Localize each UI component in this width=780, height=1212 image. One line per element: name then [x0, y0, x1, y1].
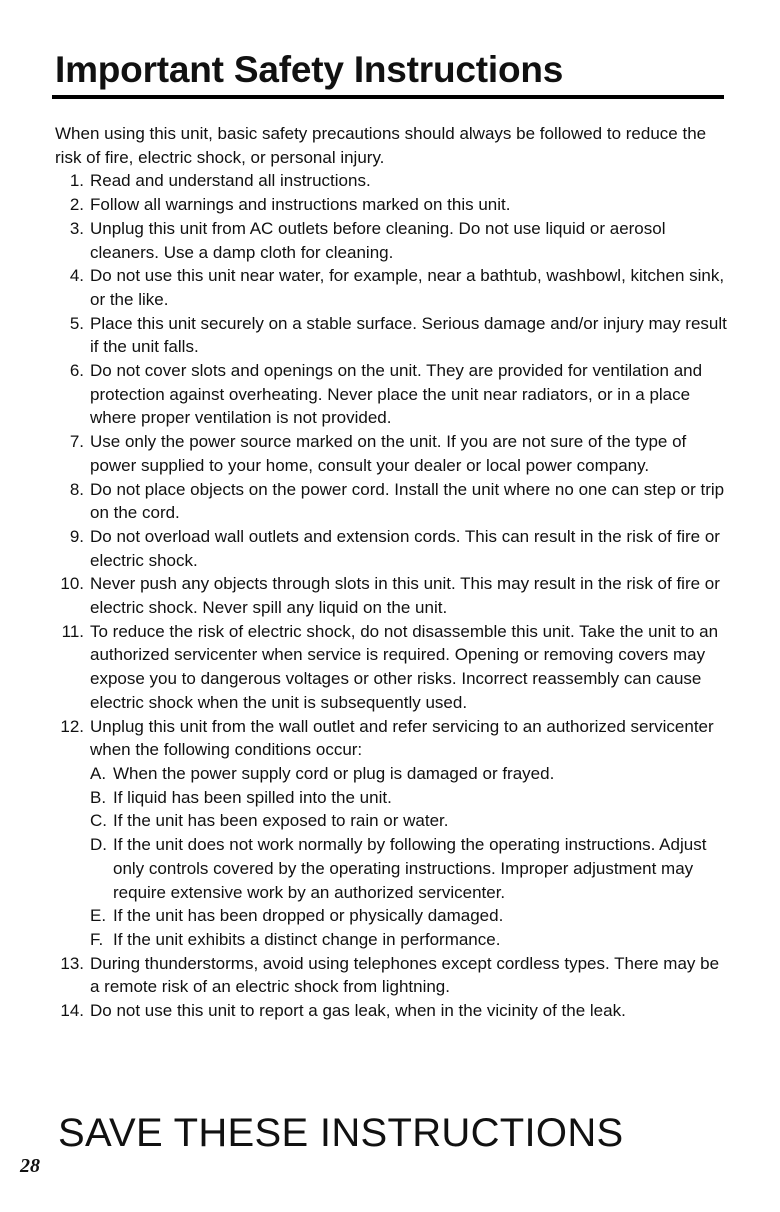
- item-number: 8.: [69, 479, 84, 499]
- item-text: Do not cover slots and openings on the unit. They are provided for ventilation and protection against overheating. Never place the unit near radiators, or in a place where proper ventilation is not provided.: [90, 361, 703, 428]
- title-underline: [52, 95, 724, 99]
- save-instructions-heading: SAVE THESE INSTRUCTIONS: [58, 1111, 624, 1155]
- list-item: [55, 169, 727, 193]
- list-item: [55, 525, 727, 572]
- item-text: During thunderstorms, avoid using telephones except cordless types. There may be a remote risk of an electric shock from lightning.: [90, 953, 720, 997]
- item-number: 2.: [69, 195, 84, 215]
- sub-item-letter: D.: [90, 835, 107, 855]
- item-text: To reduce the risk of electric shock, do not disassemble this unit. Take the unit to an authorized servicenter when service is required. Opening or removing covers may expose you to dangerous voltages or other risks. Incorrect reassembly can cause electric shock when the unit is subsequently used.: [90, 621, 719, 712]
- list-item: [55, 193, 727, 217]
- list-item: [55, 572, 727, 619]
- item-number: 7.: [69, 432, 84, 452]
- item-text: Follow all warnings and instructions marked on this unit.: [90, 195, 511, 215]
- list-item: [55, 264, 727, 311]
- item-number: 5.: [69, 313, 84, 333]
- sub-item-text: If the unit does not work normally by following the operating instructions. Adjust only controls covered by the operating instructions. Improper adjustment may require extensive work by an authorized servicenter.: [113, 835, 707, 902]
- sub-item-text: If the unit exhibits a distinct change in performance.: [113, 929, 501, 949]
- item-number: 3.: [69, 218, 84, 238]
- list-item: [55, 999, 727, 1023]
- sub-item-letter: E.: [90, 906, 107, 926]
- sub-list-item: [90, 833, 727, 904]
- list-item: [55, 359, 727, 430]
- list-item: [55, 715, 727, 952]
- list-item: [55, 312, 727, 359]
- sub-item-text: If liquid has been spilled into the unit.: [113, 787, 392, 807]
- item-number: 4.: [69, 266, 84, 286]
- item-text: Do not overload wall outlets and extension cords. This can result in the risk of fire or electric shock.: [90, 526, 720, 570]
- page-number: 28: [20, 1155, 40, 1177]
- item-text: Unplug this unit from AC outlets before cleaning. Do not use liquid or aerosol cleaners. Use a damp cloth for cleaning.: [90, 218, 666, 262]
- list-item: [55, 952, 727, 999]
- item-text: Unplug this unit from the wall outlet and refer servicing to an authorized servicenter when the following conditions occur:: [90, 716, 714, 760]
- sub-item-text: If the unit has been dropped or physically damaged.: [113, 906, 504, 926]
- item-number: 10.: [60, 574, 84, 594]
- list-item: [55, 620, 727, 715]
- sub-list-item: [90, 928, 727, 952]
- item-number: 1.: [69, 171, 84, 191]
- item-number: 13.: [60, 953, 84, 973]
- item-text: Do not use this unit near water, for example, near a bathtub, washbowl, kitchen sink, or the like.: [90, 266, 725, 309]
- item-number: 6.: [69, 361, 84, 381]
- list-item: [55, 430, 727, 477]
- condition-sublist: [90, 762, 727, 952]
- sub-list-item: [90, 904, 727, 928]
- item-number: 9.: [69, 526, 84, 546]
- item-text: Read and understand all instructions.: [90, 171, 371, 191]
- intro-paragraph: When using this unit, basic safety precautions should always be followed to reduce the risk of fire, electric shock, or personal injury.: [55, 124, 707, 167]
- item-text: Use only the power source marked on the unit. If you are not sure of the type of power supplied to your home, consult your dealer or local power company.: [90, 432, 687, 475]
- sub-item-text: When the power supply cord or plug is damaged or frayed.: [113, 763, 555, 783]
- item-text: Never push any objects through slots in this unit. This may result in the risk of fire or electric shock. Never spill any liquid on the unit.: [90, 574, 720, 618]
- instruction-list: [55, 169, 727, 1022]
- item-number: 14.: [60, 1001, 84, 1021]
- list-item: [55, 217, 727, 264]
- sub-item-letter: F.: [90, 929, 104, 949]
- item-number: 12.: [60, 716, 84, 736]
- sub-list-item: [90, 762, 727, 786]
- item-number: 11.: [61, 621, 84, 641]
- sub-item-text: If the unit has been exposed to rain or water.: [113, 811, 449, 831]
- sub-item-letter: B.: [90, 787, 107, 807]
- item-text: Do not use this unit to report a gas leak, when in the vicinity of the leak.: [90, 1001, 626, 1021]
- sub-list-item: [90, 786, 727, 810]
- page-title: Important Safety Instructions: [55, 49, 564, 90]
- sub-item-letter: C.: [90, 811, 107, 831]
- instructions-body: [55, 122, 727, 1023]
- sub-item-letter: A.: [90, 763, 107, 783]
- item-text: Do not place objects on the power cord. Install the unit where no one can step or trip on the cord.: [90, 479, 725, 523]
- sub-list-item: [90, 809, 727, 833]
- item-text: Place this unit securely on a stable surface. Serious damage and/or injury may result if the unit falls.: [90, 313, 727, 357]
- list-item: [55, 478, 727, 525]
